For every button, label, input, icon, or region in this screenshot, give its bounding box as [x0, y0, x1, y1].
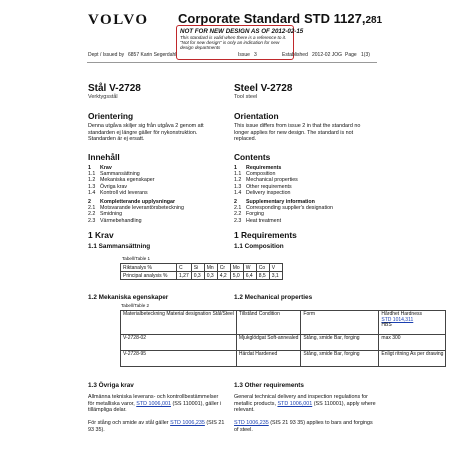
table-cell: Härdat Hardened	[236, 351, 301, 367]
table-header-cell: Mn	[204, 264, 217, 272]
toc-item-number: 1.3	[234, 183, 242, 190]
table-header-material: Materialbeteckning Material designation Stål/Steel	[121, 311, 237, 335]
toc-item-number: 2	[234, 199, 237, 206]
toc-item	[88, 190, 184, 196]
table-header-cell: C	[177, 264, 192, 272]
table-row-label: Riktanalys %	[121, 264, 177, 272]
right-toc	[234, 165, 333, 224]
table-header-cell: Mo	[230, 264, 243, 272]
table-header-cell: W	[243, 264, 256, 272]
table-cell: Stång, smide Bar, forging	[301, 335, 379, 351]
table-cell: 0,3	[191, 272, 204, 280]
right-subtitle: Tool steel	[234, 94, 258, 100]
table-cell: 5,0	[230, 272, 243, 280]
standard-number-main: STD 1127,	[304, 11, 366, 26]
toc-item-text: Mekaniska egenskaper	[100, 177, 155, 184]
left-subtitle: Verktygsstål	[88, 94, 118, 100]
toc-item-number: 1.1	[234, 171, 242, 178]
page-value: 1(3)	[361, 52, 370, 58]
right-contents-heading: Contents	[234, 152, 271, 162]
table-2-caption: Tabell/Table 2	[121, 303, 150, 308]
table-cell: 6,4	[243, 272, 256, 280]
para-text: (SS 110001), gäller i tillämpliga delar.	[88, 400, 222, 414]
table-cell: Stång, smide Bar, forging	[301, 351, 379, 367]
right-orientation-heading: Orientation	[234, 111, 279, 121]
table-header-condition: Tillstånd Condition	[236, 311, 301, 335]
toc-item-text: Heat treatment	[246, 217, 282, 224]
para-text: Allmänna tekniska leverans- och kontrollbestämmelser för metalliska varor,	[88, 394, 219, 407]
toc-item-text: Supplementary information	[246, 199, 315, 206]
mechanical-properties-table	[120, 310, 446, 367]
toc-item-text: Requirements	[246, 165, 282, 171]
table-row	[121, 264, 283, 272]
table-1-caption: Tabell/Table 1	[122, 256, 151, 261]
toc-item-number: 2.3	[88, 217, 96, 224]
stamp-title: NOT FOR NEW DESIGN AS OF 2012-02-15	[180, 28, 304, 35]
left-section-1-1-heading: 1.1 Sammansättning	[88, 243, 151, 250]
toc-item-number: 1	[88, 165, 91, 171]
toc-item-text: Delivery inspection	[246, 189, 291, 196]
hardness-unit: HBS	[381, 322, 392, 328]
toc-item-number: 2.1	[88, 205, 96, 212]
table-header-cell: Cr	[217, 264, 230, 272]
toc-item-number: 1.1	[88, 171, 96, 178]
left-section-1-3-heading: 1.3 Övriga krav	[88, 382, 134, 389]
table-cell: max 300	[379, 335, 446, 351]
hardness-std-link[interactable]: STD 1014,311	[381, 316, 414, 323]
table-cell: Mjukglödgat Soft-annealed	[236, 335, 301, 351]
header-rule	[87, 62, 377, 63]
toc-item-text: Sammansättning	[100, 171, 140, 178]
toc-item-text: Other requirements	[246, 183, 292, 190]
std-1006-235-link[interactable]: STD 1006,235	[170, 420, 205, 426]
table-row	[121, 335, 446, 351]
std-1006-001-link[interactable]: STD 1006,001	[277, 400, 313, 407]
right-section-1-3-para-2	[234, 420, 376, 433]
table-cell: 4,2	[217, 272, 230, 280]
volvo-logo: VOLVO	[88, 12, 149, 28]
left-orientation-text: Denna utgåva skiljer sig från utgåva 2 genom att standarden ej längre gäller för nykonstruktion. Standarden är ej ersatt.	[88, 123, 204, 143]
toc-item-text: Krav	[100, 165, 112, 171]
composition-table	[120, 263, 283, 280]
toc-item-text: Mechanical properties	[246, 177, 298, 184]
right-section-1-3-heading: 1.3 Other requirements	[234, 382, 304, 389]
established-value: 2012-02 JOG	[312, 52, 343, 58]
issue-value: 3	[254, 52, 257, 58]
std-1006-235-link[interactable]: STD 1006,235	[234, 420, 269, 426]
para-text: (SIS 21 93 35).	[88, 420, 225, 433]
left-section-1-3-para-2	[88, 420, 226, 433]
page-label: Page	[345, 52, 357, 58]
toc-item-number: 1.3	[88, 183, 96, 190]
right-section-1-heading: 1 Requirements	[234, 230, 297, 240]
right-orientation-text: This issue differs from issue 2 in that the standard no longer applies for new design. The standard is not replaced.	[234, 123, 361, 143]
table-cell: 0,3	[204, 272, 217, 280]
left-section-1-heading: 1 Krav	[88, 230, 114, 240]
toc-item	[88, 218, 184, 224]
toc-item-number: 1.4	[88, 189, 96, 196]
toc-item-text: Motsvarande leverantörsbeteckning	[100, 205, 184, 212]
toc-item-text: Composition	[246, 171, 276, 178]
dept-value: 6857 Karin Segerdahl	[128, 52, 177, 58]
stamp-body: This standard is valid when there is a reference to it. "Not for new design" is only an indication for new design departments	[180, 35, 287, 51]
para-text: (SS 110001), apply where relevant.	[234, 400, 376, 414]
table-row	[121, 272, 283, 280]
toc-item-number: 1.2	[234, 177, 242, 184]
para-text: För stång och smide av stål gäller	[88, 420, 169, 426]
left-toc	[88, 165, 184, 224]
toc-item-text: Övriga krav	[100, 183, 128, 190]
table-header-cell: V	[269, 264, 282, 272]
right-section-1-3-para-1	[234, 394, 376, 414]
toc-item-number: 2.3	[234, 217, 242, 224]
toc-item-text: Smidning	[100, 211, 123, 218]
toc-item-text: Kontroll vid leverans	[100, 189, 148, 196]
toc-item	[234, 190, 333, 196]
right-section-1-2-heading: 1.2 Mechanical properties	[234, 294, 313, 301]
table-header-cell: Si	[191, 264, 204, 272]
para-text: (SIS 21 93 35) applies to bars and forgings of steel.	[234, 420, 373, 433]
table-cell: Enligt ritning As per drawing	[379, 351, 446, 367]
issue-label: Issue	[238, 52, 250, 58]
dept-label: Dept / Issued by	[88, 52, 125, 58]
table-cell: 8,5	[256, 272, 269, 280]
table-row	[121, 351, 446, 367]
established-label: Established	[282, 52, 308, 58]
hardness-label: Hårdhet Hardness	[381, 311, 422, 317]
toc-item-number: 2.2	[234, 211, 242, 218]
standard-number-suffix: 281	[365, 15, 383, 26]
toc-item-number: 2	[88, 199, 91, 206]
toc-item-number: 2.2	[88, 211, 96, 218]
table-cell: 1,27	[177, 272, 192, 280]
toc-item-text: Kompletterande upplysningar	[100, 199, 176, 206]
std-1006-001-link[interactable]: STD 1006,001	[136, 400, 171, 407]
toc-item-number: 1.2	[88, 177, 96, 184]
table-cell: V-2728-02	[121, 335, 237, 351]
toc-item	[234, 218, 333, 224]
table-cell: 3,1	[269, 272, 282, 280]
left-title: Stål V-2728	[88, 83, 141, 94]
table-row	[121, 311, 446, 335]
toc-item-number: 2.1	[234, 205, 242, 212]
left-section-1-2-heading: 1.2 Mekaniska egenskaper	[88, 294, 169, 301]
left-orientation-heading: Orientering	[88, 111, 134, 121]
left-section-1-3-para-1	[88, 394, 226, 414]
table-header-form: Form	[301, 311, 379, 335]
table-header-cell: Co	[256, 264, 269, 272]
right-section-1-1-heading: 1.1 Composition	[234, 243, 284, 250]
table-row-label: Principal analysis %	[121, 272, 177, 280]
table-cell: V-2728-95	[121, 351, 237, 367]
standard-number	[304, 11, 382, 26]
left-contents-heading: Innehåll	[88, 152, 120, 162]
toc-item-number: 1	[234, 165, 237, 171]
toc-item-text: Corresponding supplier's designation	[246, 205, 333, 212]
para-text: General technical delivery and inspection regulations for metallic products,	[234, 394, 368, 407]
toc-item-text: Forging	[246, 211, 264, 218]
toc-item-text: Värmebehandling	[100, 217, 142, 224]
right-title: Steel V-2728	[234, 83, 293, 94]
table-header-hardness	[379, 311, 446, 335]
toc-item-number: 1.4	[234, 189, 242, 196]
document-title: Corporate Standard	[178, 11, 301, 26]
